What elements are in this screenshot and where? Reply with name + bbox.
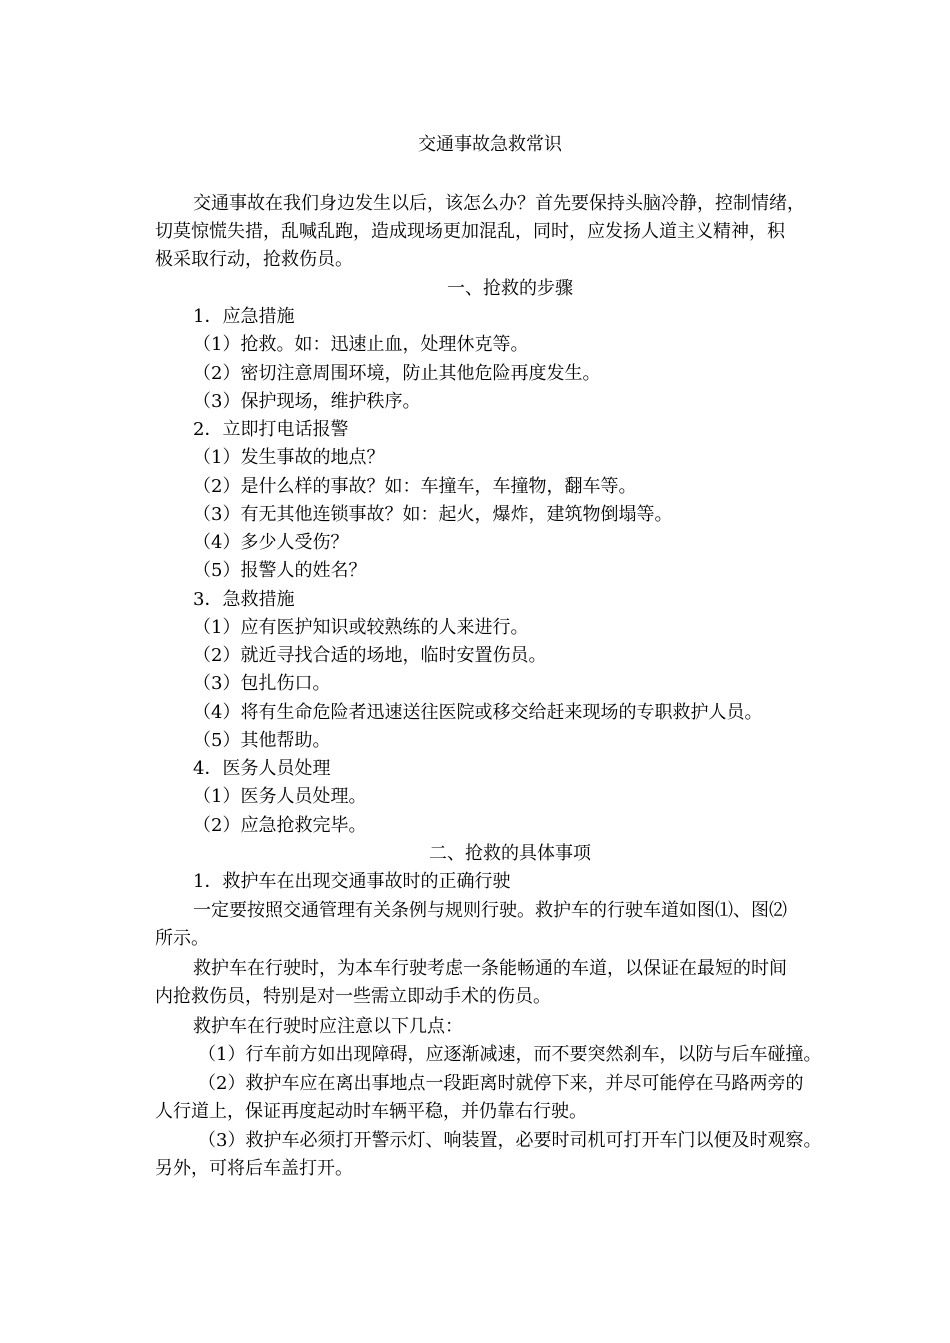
note-line: （1）行车前方如出现障碍，应逐渐减速，而不要突然刹车，以防与后车碰撞。 [198, 1044, 822, 1065]
group2-item: （5）报警人的姓名？ [193, 560, 367, 581]
document-title: 交通事故急救常识 [418, 134, 562, 155]
group1-item: （3）保护现场，维护秩序。 [193, 391, 421, 412]
section1-heading: 一、抢救的步骤 [447, 278, 573, 299]
group3-item: （1）应有医护知识或较熟练的人来进行。 [193, 617, 529, 638]
paragraph-line: 所示。 [155, 928, 209, 949]
group1-item: （2）密切注意周围环境，防止其他危险再度发生。 [193, 363, 601, 384]
intro-line-1: 交通事故在我们身边发生以后，该怎么办？首先要保持头脑冷静，控制情绪， [193, 193, 805, 214]
group3-item: （2）就近寻找合适的场地，临时安置伤员。 [193, 645, 547, 666]
intro-line-3: 极采取行动，抢救伤员。 [155, 249, 353, 270]
group2-item: （4）多少人受伤？ [193, 532, 349, 553]
group2-item: （2）是什么样的事故？如：车撞车，车撞物，翻车等。 [193, 476, 637, 497]
intro-line-2: 切莫惊慌失措，乱喊乱跑，造成现场更加混乱，同时，应发扬人道主义精神，积 [155, 221, 785, 242]
group4-item: （2）应急抢救完毕。 [193, 815, 367, 836]
paragraph-line: 一定要按照交通管理有关条例与规则行驶。救护车的行驶车道如图⑴、图⑵ [193, 900, 787, 921]
note-line: （3）救护车必须打开警示灯、响装置，必要时司机可打开车门以便及时观察。 [198, 1130, 822, 1151]
group3-item: （4）将有生命危险者迅速送往医院或移交给赶来现场的专职救护人员。 [193, 702, 763, 723]
group2-title: 2．立即打电话报警 [193, 419, 349, 440]
paragraph-line: 内抢救伤员，特别是对一些需立即动手术的伤员。 [155, 986, 551, 1007]
group2-item: （3）有无其他连锁事故？如：起火，爆炸，建筑物倒塌等。 [193, 504, 673, 525]
group4-item: （1）医务人员处理。 [193, 786, 367, 807]
section2-sub1: 1．救护车在出现交通事故时的正确行驶 [193, 871, 511, 892]
group3-title: 3．急救措施 [193, 589, 295, 610]
note-line: （2）救护车应在离出事地点一段距离时就停下来，并尽可能停在马路两旁的 [198, 1073, 804, 1094]
group2-item: （1）发生事故的地点？ [193, 447, 385, 468]
section2-heading: 二、抢救的具体事项 [429, 843, 591, 864]
group1-item: （1）抢救。如：迅速止血，处理休克等。 [193, 334, 529, 355]
paragraph-line: 救护车在行驶时应注意以下几点： [193, 1016, 463, 1037]
group3-item: （3）包扎伤口。 [193, 673, 331, 694]
group1-title: 1．应急措施 [193, 306, 295, 327]
note-line: 另外，可将后车盖打开。 [155, 1158, 353, 1179]
group4-title: 4．医务人员处理 [193, 758, 331, 779]
note-line: 人行道上，保证再度起动时车辆平稳，并仍靠右行驶。 [155, 1101, 587, 1122]
paragraph-line: 救护车在行驶时，为本车行驶考虑一条能畅通的车道，以保证在最短的时间 [193, 958, 787, 979]
group3-item: （5）其他帮助。 [193, 730, 331, 751]
